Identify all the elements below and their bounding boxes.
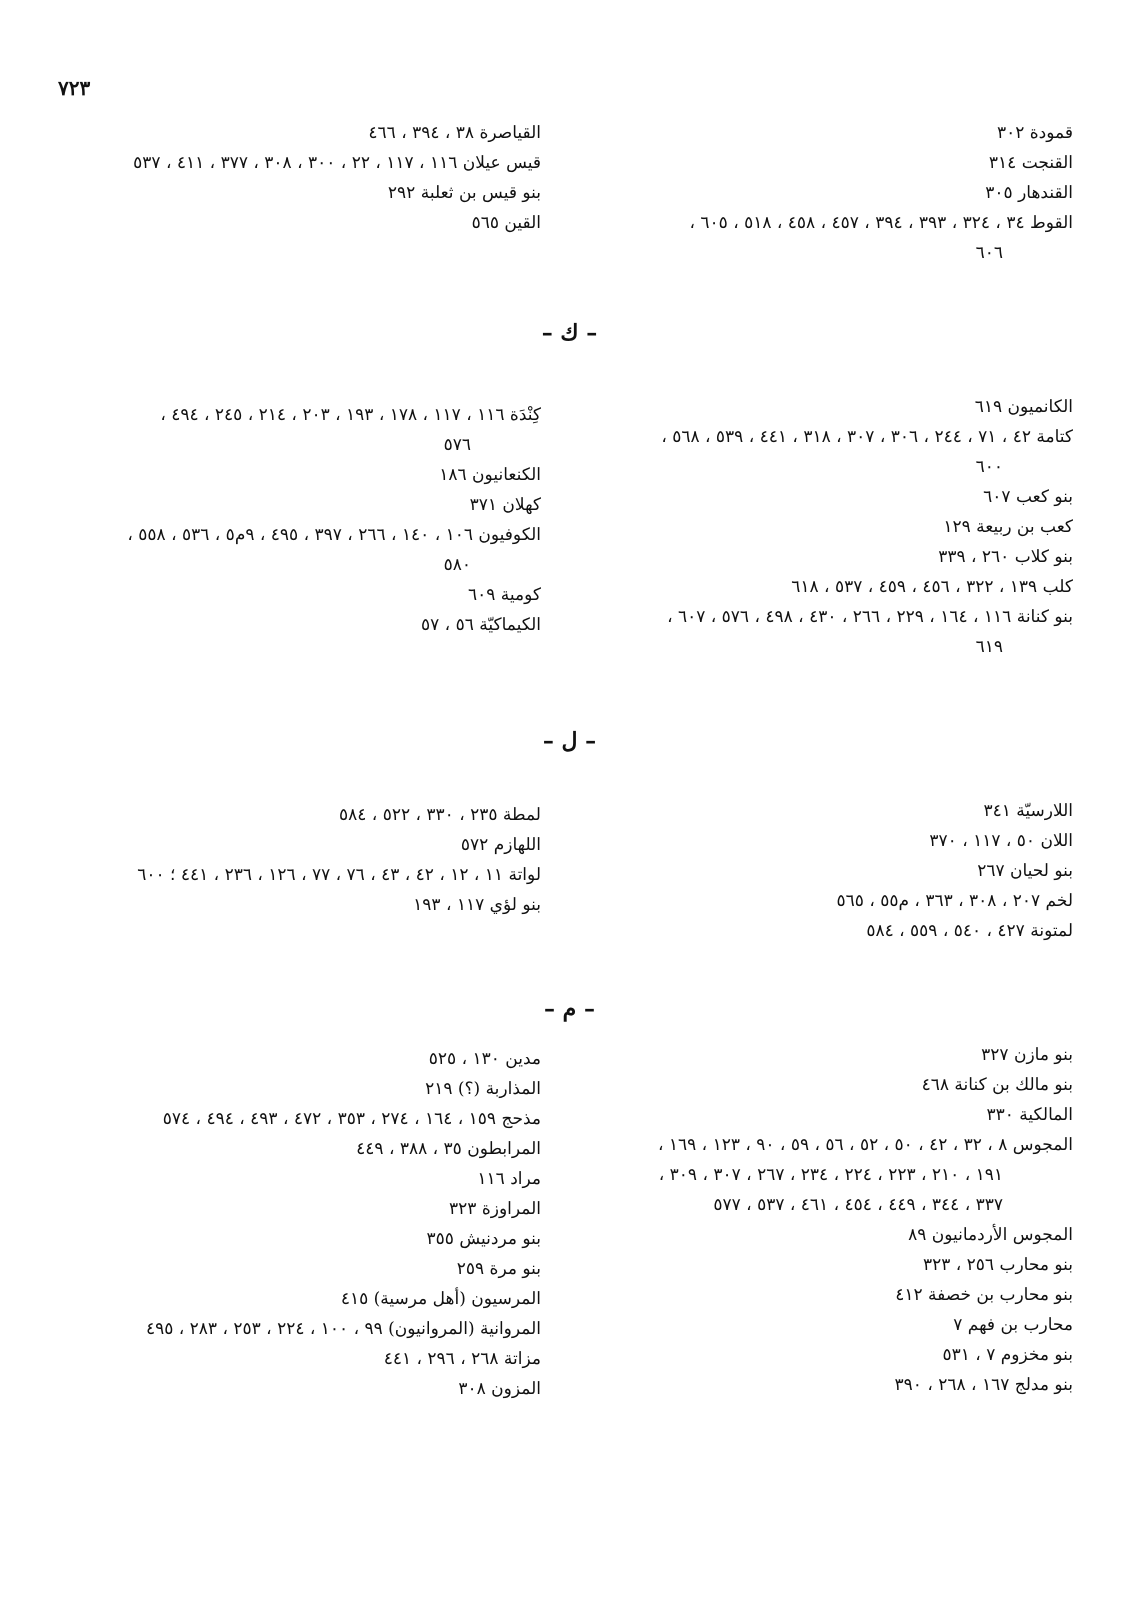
index-entry: بنو مالك بن كنانة ٤٦٨ [921, 1075, 1073, 1095]
index-column-right [603, 118, 1073, 268]
index-entry: كعب بن ربيعة ١٢٩ [943, 517, 1073, 537]
index-entry: القندهار ٣٠٥ [985, 183, 1073, 203]
index-entry: القين ٥٦٥ [471, 213, 541, 233]
index-entry: الكنعانيون ١٨٦ [439, 465, 541, 485]
index-entry: المذاربة (؟) ٢١٩ [425, 1079, 541, 1099]
index-entry: بنو كلاب ٢٦٠ ، ٣٣٩ [938, 547, 1073, 567]
index-entry: قمودة ٣٠٢ [996, 123, 1073, 143]
index-entry: لخم ٢٠٧ ، ٣٠٨ ، ٣٦٣ ، م٥٥ ، ٥٦٥ [836, 891, 1073, 911]
index-entry: بنو محارب بن خصفة ٤١٢ [895, 1285, 1073, 1305]
index-column-left [21, 800, 541, 920]
index-column-left [21, 400, 541, 640]
section-heading-kaf: – ك – [541, 320, 598, 346]
index-entry: المجوس الأردمانيون ٨٩ [908, 1225, 1073, 1245]
index-entry-continuation: ٦١٩ [975, 637, 1003, 657]
index-entry-continuation: ٣٣٧ ، ٣٤٤ ، ٤٤٩ ، ٤٥٤ ، ٤٦١ ، ٥٣٧ ، ٥٧٧ [713, 1195, 1003, 1215]
index-entry: لواتة ١١ ، ١٢ ، ٤٢ ، ٤٣ ، ٧٦ ، ٧٧ ، ١٢٦ ، ٢٣٦ ، ٤٤١ ؛ ٦٠٠ [137, 865, 541, 885]
index-entry: كلب ١٣٩ ، ٣٢٢ ، ٤٥٦ ، ٤٥٩ ، ٥٣٧ ، ٦١٨ [791, 577, 1073, 597]
index-entry: مزاتة ٢٦٨ ، ٢٩٦ ، ٤٤١ [383, 1349, 541, 1369]
index-entry: الكيماكيّة ٥٦ ، ٥٧ [421, 615, 541, 635]
index-entry: مذحج ١٥٩ ، ١٦٤ ، ٢٧٤ ، ٣٥٣ ، ٤٧٢ ، ٤٩٣ ، ٤٩٤ ، ٥٧٤ [162, 1109, 541, 1129]
index-column-left [21, 118, 541, 238]
index-entry: بنو مخزوم ٧ ، ٥٣١ [942, 1345, 1073, 1365]
index-entry: بنو كنانة ١١٦ ، ١٦٤ ، ٢٢٩ ، ٢٦٦ ، ٤٣٠ ، ٤٩٨ ، ٥٧٦ ، ٦٠٧ ، [667, 607, 1073, 627]
index-entry: كتامة ٤٢ ، ٧١ ، ٢٤٤ ، ٣٠٦ ، ٣٠٧ ، ٣١٨ ، ٤٤١ ، ٥٣٩ ، ٥٦٨ ، [661, 427, 1073, 447]
index-entry: محارب بن فهم ٧ [953, 1315, 1073, 1335]
index-entry: القياصرة ٣٨ ، ٣٩٤ ، ٤٦٦ [368, 123, 541, 143]
index-entry: اللهازم ٥٧٢ [460, 835, 541, 855]
index-entry-continuation: ٥٧٦ [443, 435, 471, 455]
index-entry: بنو قيس بن ثعلبة ٢٩٢ [387, 183, 541, 203]
index-column-right [603, 1040, 1073, 1400]
index-column-right [603, 796, 1073, 946]
index-entry-continuation: ٦٠٠ [975, 457, 1003, 477]
index-column-left [21, 1044, 541, 1404]
index-entry: بنو محارب ٢٥٦ ، ٣٢٣ [922, 1255, 1073, 1275]
index-entry: لمتونة ٤٢٧ ، ٥٤٠ ، ٥٥٩ ، ٥٨٤ [866, 921, 1073, 941]
index-entry: بنو لحيان ٢٦٧ [977, 861, 1073, 881]
index-entry: اللان ٥٠ ، ١١٧ ، ٣٧٠ [929, 831, 1073, 851]
index-entry: مراد ١١٦ [477, 1169, 541, 1189]
index-entry: كهلان ٣٧١ [469, 495, 541, 515]
index-entry: اللارسيّة ٣٤١ [983, 801, 1073, 821]
section-heading-mim: – م – [544, 996, 595, 1022]
index-entry: بنو مازن ٣٢٧ [981, 1045, 1073, 1065]
index-entry: المروانية (المروانيون) ٩٩ ، ١٠٠ ، ٢٢٤ ، ٢٥٣ ، ٢٨٣ ، ٤٩٥ [145, 1319, 541, 1339]
index-entry: مدين ١٣٠ ، ٥٢٥ [428, 1049, 541, 1069]
index-entry: المالكية ٣٣٠ [986, 1105, 1073, 1125]
section-heading-lam: – ل – [542, 728, 597, 754]
index-entry: قيس عيلان ١١٦ ، ١١٧ ، ٢٢ ، ٣٠٠ ، ٣٠٨ ، ٣٧٧ ، ٤١١ ، ٥٣٧ [133, 153, 541, 173]
index-entry: بنو مردنيش ٣٥٥ [426, 1229, 541, 1249]
index-entry-continuation: ٥٨٠ [443, 555, 471, 575]
index-entry: بنو مدلج ١٦٧ ، ٢٦٨ ، ٣٩٠ [894, 1375, 1073, 1395]
index-entry: القنجت ٣١٤ [988, 153, 1073, 173]
index-entry: كِنْدَة ١١٦ ، ١١٧ ، ١٧٨ ، ١٩٣ ، ٢٠٣ ، ٢١٤ ، ٢٤٥ ، ٤٩٤ ، [160, 405, 541, 425]
index-entry: كومية ٦٠٩ [467, 585, 541, 605]
index-entry-continuation: ١٩١ ، ٢١٠ ، ٢٢٣ ، ٢٢٤ ، ٢٣٤ ، ٢٦٧ ، ٣٠٧ ، ٣٠٩ ، [658, 1165, 1003, 1185]
index-entry: المرسيون (أهل مرسية) ٤١٥ [340, 1289, 541, 1309]
index-entry: الكوفيون ١٠٦ ، ١٤٠ ، ٢٦٦ ، ٣٩٧ ، ٤٩٥ ، ٩م٥ ، ٥٣٦ ، ٥٥٨ ، [127, 525, 541, 545]
index-entry: بنو مرة ٢٥٩ [456, 1259, 541, 1279]
index-entry: القوط ٣٤ ، ٣٢٤ ، ٣٩٣ ، ٣٩٤ ، ٤٥٧ ، ٤٥٨ ، ٥١٨ ، ٦٠٥ ، [689, 213, 1073, 233]
index-entry: بنو كعب ٦٠٧ [983, 487, 1073, 507]
index-entry: الكانميون ٦١٩ [974, 397, 1073, 417]
page-number: ٧٢٣ [58, 76, 91, 100]
index-entry: لمطة ٢٣٥ ، ٣٣٠ ، ٥٢٢ ، ٥٨٤ [339, 805, 541, 825]
index-column-right [603, 392, 1073, 662]
index-entry: المجوس ٨ ، ٣٢ ، ٤٢ ، ٥٠ ، ٥٢ ، ٥٦ ، ٥٩ ، ٩٠ ، ١٢٣ ، ١٦٩ ، [657, 1135, 1073, 1155]
index-entry: المرابطون ٣٥ ، ٣٨٨ ، ٤٤٩ [356, 1139, 541, 1159]
index-entry: بنو لؤي ١١٧ ، ١٩٣ [413, 895, 541, 915]
index-entry-continuation: ٦٠٦ [975, 243, 1003, 263]
index-entry: المزون ٣٠٨ [458, 1379, 541, 1399]
index-entry: المراوزة ٣٢٣ [449, 1199, 541, 1219]
